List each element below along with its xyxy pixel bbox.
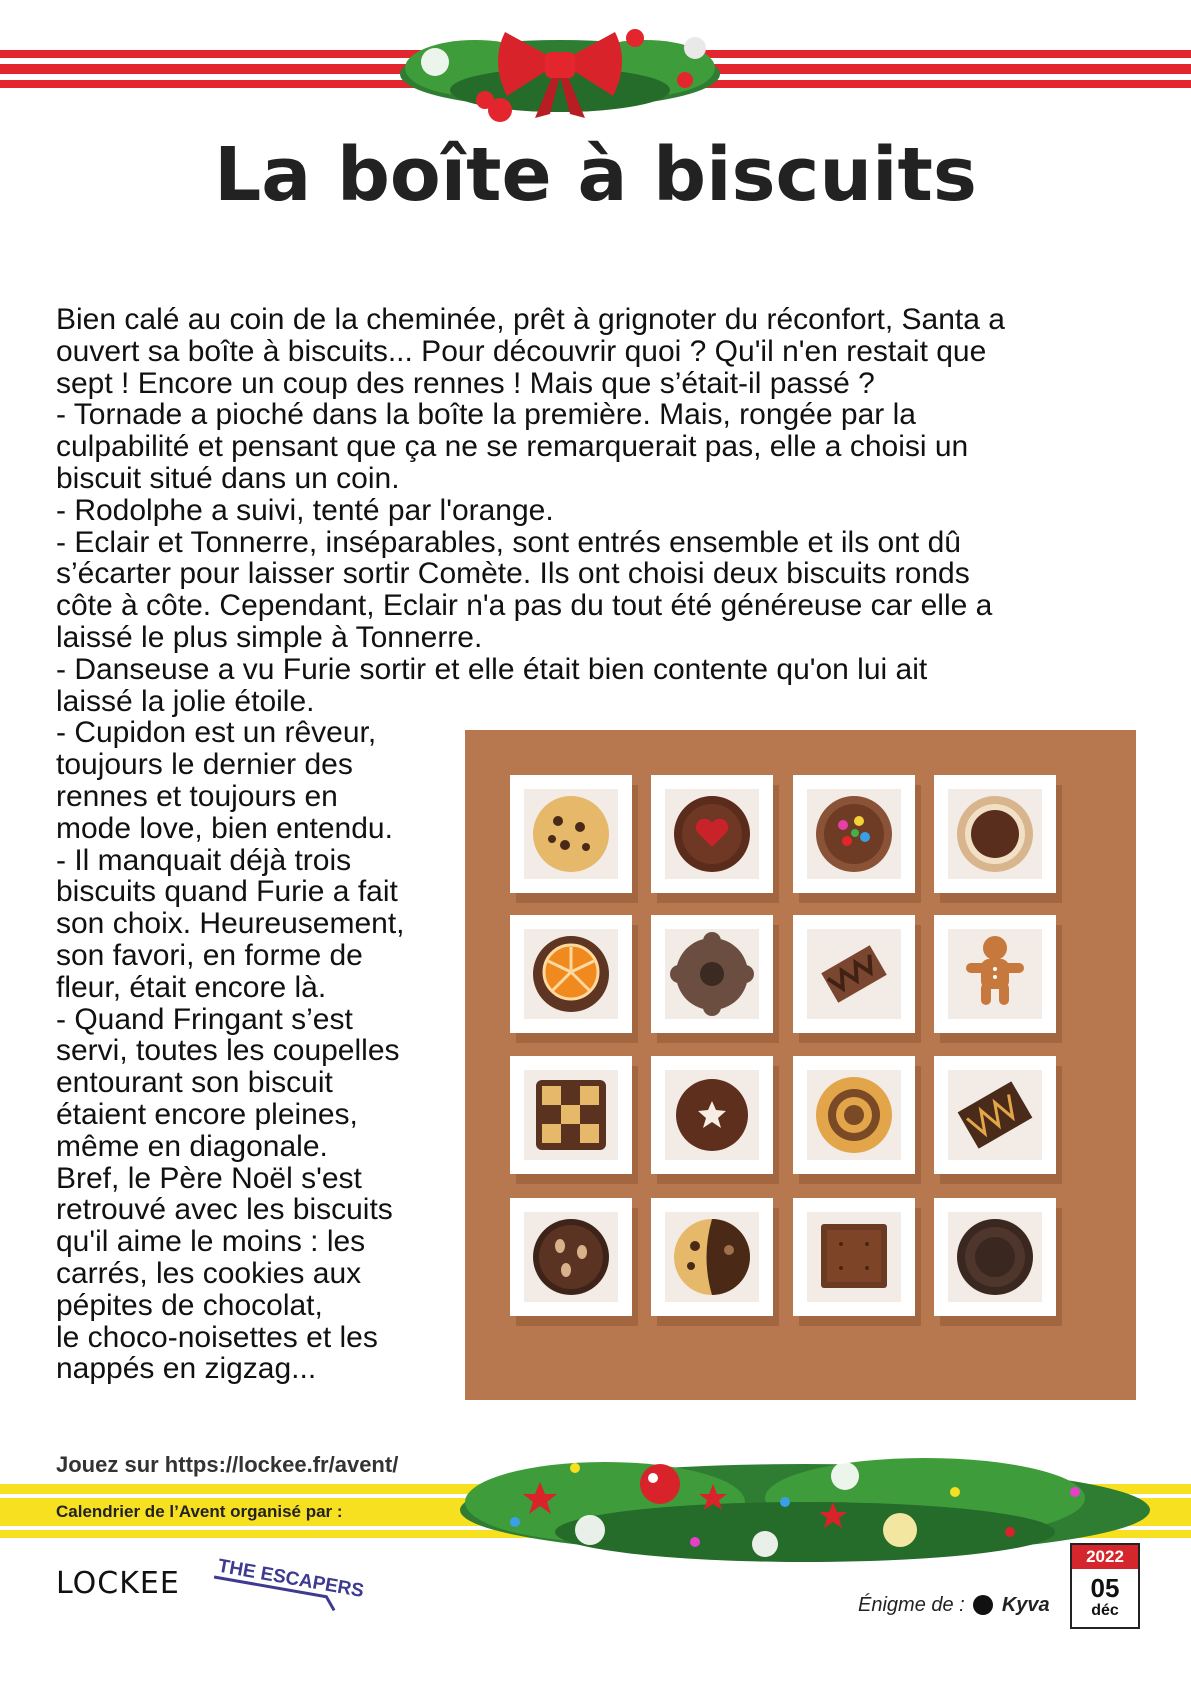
story-line: ouvert sa boîte à biscuits... Pour découvrir quoi ? Qu'il n'en restait que	[56, 334, 987, 368]
cookie-tray	[651, 1056, 773, 1174]
story-line: - Eclair et Tonnerre, inséparables, sont entrés ensemble et ils ont dû	[56, 525, 961, 559]
orange-slice-cookie	[510, 915, 632, 1033]
story-line: - Rodolphe a suivi, tenté par l'orange.	[56, 493, 554, 527]
story-line: rennes et toujours en	[56, 779, 338, 813]
author-name: Kyva	[1001, 1594, 1050, 1616]
story-line: entourant son biscuit	[56, 1066, 333, 1100]
cookie-tray	[510, 1198, 632, 1316]
story-line: carrés, les cookies aux	[56, 1256, 362, 1290]
story-line: qu'il aime le moins : les	[56, 1225, 366, 1259]
escapers-logo-text: THE ESCAPERS	[216, 1555, 366, 1603]
flower-cookie	[651, 915, 773, 1033]
cookie-tray	[793, 915, 915, 1033]
story-line: s’écarter pour laisser sortir Comète. Ils ont choisi deux biscuits ronds	[56, 557, 970, 591]
story-line: sept ! Encore un coup des rennes ! Mais que s’était-il passé ?	[56, 366, 875, 400]
cookie-tray	[510, 1056, 632, 1174]
cookie-tray	[651, 775, 773, 893]
story-line: laissé la jolie étoile.	[56, 684, 315, 718]
cookie-box-board	[465, 730, 1136, 1400]
swirl-cookie	[793, 1056, 915, 1174]
play-link-text: Jouez sur https://lockee.fr/avent/	[56, 1452, 399, 1477]
story-line: le choco-noisettes et les	[56, 1320, 378, 1354]
story-line: même en diagonale.	[56, 1129, 328, 1163]
story-line: son choix. Heureusement,	[56, 907, 405, 941]
zigzag-bar-cookie	[793, 915, 915, 1033]
cookie-tray	[934, 915, 1056, 1033]
lockee-logo: LOCKEE	[56, 1566, 180, 1601]
story-line: mode love, bien entendu.	[56, 811, 393, 845]
story-line: biscuits quand Furie a fait	[56, 875, 398, 909]
heart-jam-cookie	[651, 775, 773, 893]
story-line: étaient encore pleines,	[56, 1097, 358, 1131]
enigme-credit	[858, 1594, 1050, 1617]
zigzag-square-cookie	[934, 1056, 1056, 1174]
star-donut-cookie	[651, 1056, 773, 1174]
story-line: toujours le dernier des	[56, 748, 353, 782]
story-line: retrouvé avec les biscuits	[56, 1193, 393, 1227]
checkered-square-cookie	[510, 1056, 632, 1174]
story-line: Bref, le Père Noël s'est	[56, 1161, 362, 1195]
enigme-label: Énigme de :	[858, 1594, 965, 1616]
garland-bow-decoration	[395, 10, 725, 130]
story-line: servi, toutes les coupelles	[56, 1034, 400, 1068]
cookie-tray	[934, 1056, 1056, 1174]
story-line: culpabilité et pensant que ça ne se remarquerait pas, elle a choisi un	[56, 430, 969, 464]
cookie-tray	[934, 775, 1056, 893]
discord-icon	[973, 1595, 993, 1615]
cookie-tray	[651, 1198, 773, 1316]
cookie-tray	[510, 915, 632, 1033]
half-chocolate-chip-cookie	[651, 1198, 773, 1316]
story-line: biscuit situé dans un coin.	[56, 461, 400, 495]
cookie-tray	[793, 775, 915, 893]
story-line: - Tornade a pioché dans la boîte la première. Mais, rongée par la	[56, 398, 916, 432]
cookie-tray	[651, 915, 773, 1033]
calendar-day: 05	[1090, 1573, 1120, 1603]
sandwich-cookie	[934, 1198, 1056, 1316]
gingerbread-man-cookie	[934, 915, 1056, 1033]
chocolate-chip-cookie	[510, 775, 632, 893]
page-title: La boîte à biscuits	[214, 132, 977, 218]
story-line: - Danseuse a vu Furie sortir et elle était bien contente qu'on lui ait	[56, 652, 928, 686]
cookie-tray	[934, 1198, 1056, 1316]
story-line: - Il manquait déjà trois	[56, 843, 352, 877]
story-line: fleur, était encore là.	[56, 970, 327, 1004]
story-line: nappés en zigzag...	[56, 1352, 317, 1386]
organized-by-text: Calendrier de l’Avent organisé par :	[56, 1502, 343, 1521]
story-line: laissé le plus simple à Tonnerre.	[56, 620, 483, 654]
candy-chocolate-cookie	[793, 775, 915, 893]
story-line: côte à côte. Cependant, Eclair n'a pas du tout été généreuse car elle a	[56, 589, 993, 623]
cookie-tray	[510, 775, 632, 893]
calendar-date-badge	[1070, 1543, 1140, 1629]
square-biscuit	[793, 1198, 915, 1316]
story-line: Bien calé au coin de la cheminée, prêt à grignoter du réconfort, Santa a	[56, 303, 1005, 336]
hazelnut-chocolate-cookie	[510, 1198, 632, 1316]
calendar-month: déc	[1091, 1602, 1119, 1619]
story-line: pépites de chocolat,	[56, 1288, 323, 1322]
cookie-tray	[793, 1056, 915, 1174]
story-line: - Cupidon est un rêveur,	[56, 716, 377, 750]
chocolate-cup-cookie	[934, 775, 1056, 893]
garland-lights-decoration	[455, 1432, 1155, 1582]
story-line: son favori, en forme de	[56, 938, 363, 972]
story-line: - Quand Fringant s’est	[56, 1002, 353, 1036]
the-escapers-logo	[210, 1548, 366, 1618]
calendar-year: 2022	[1072, 1545, 1138, 1569]
cookie-tray	[793, 1198, 915, 1316]
